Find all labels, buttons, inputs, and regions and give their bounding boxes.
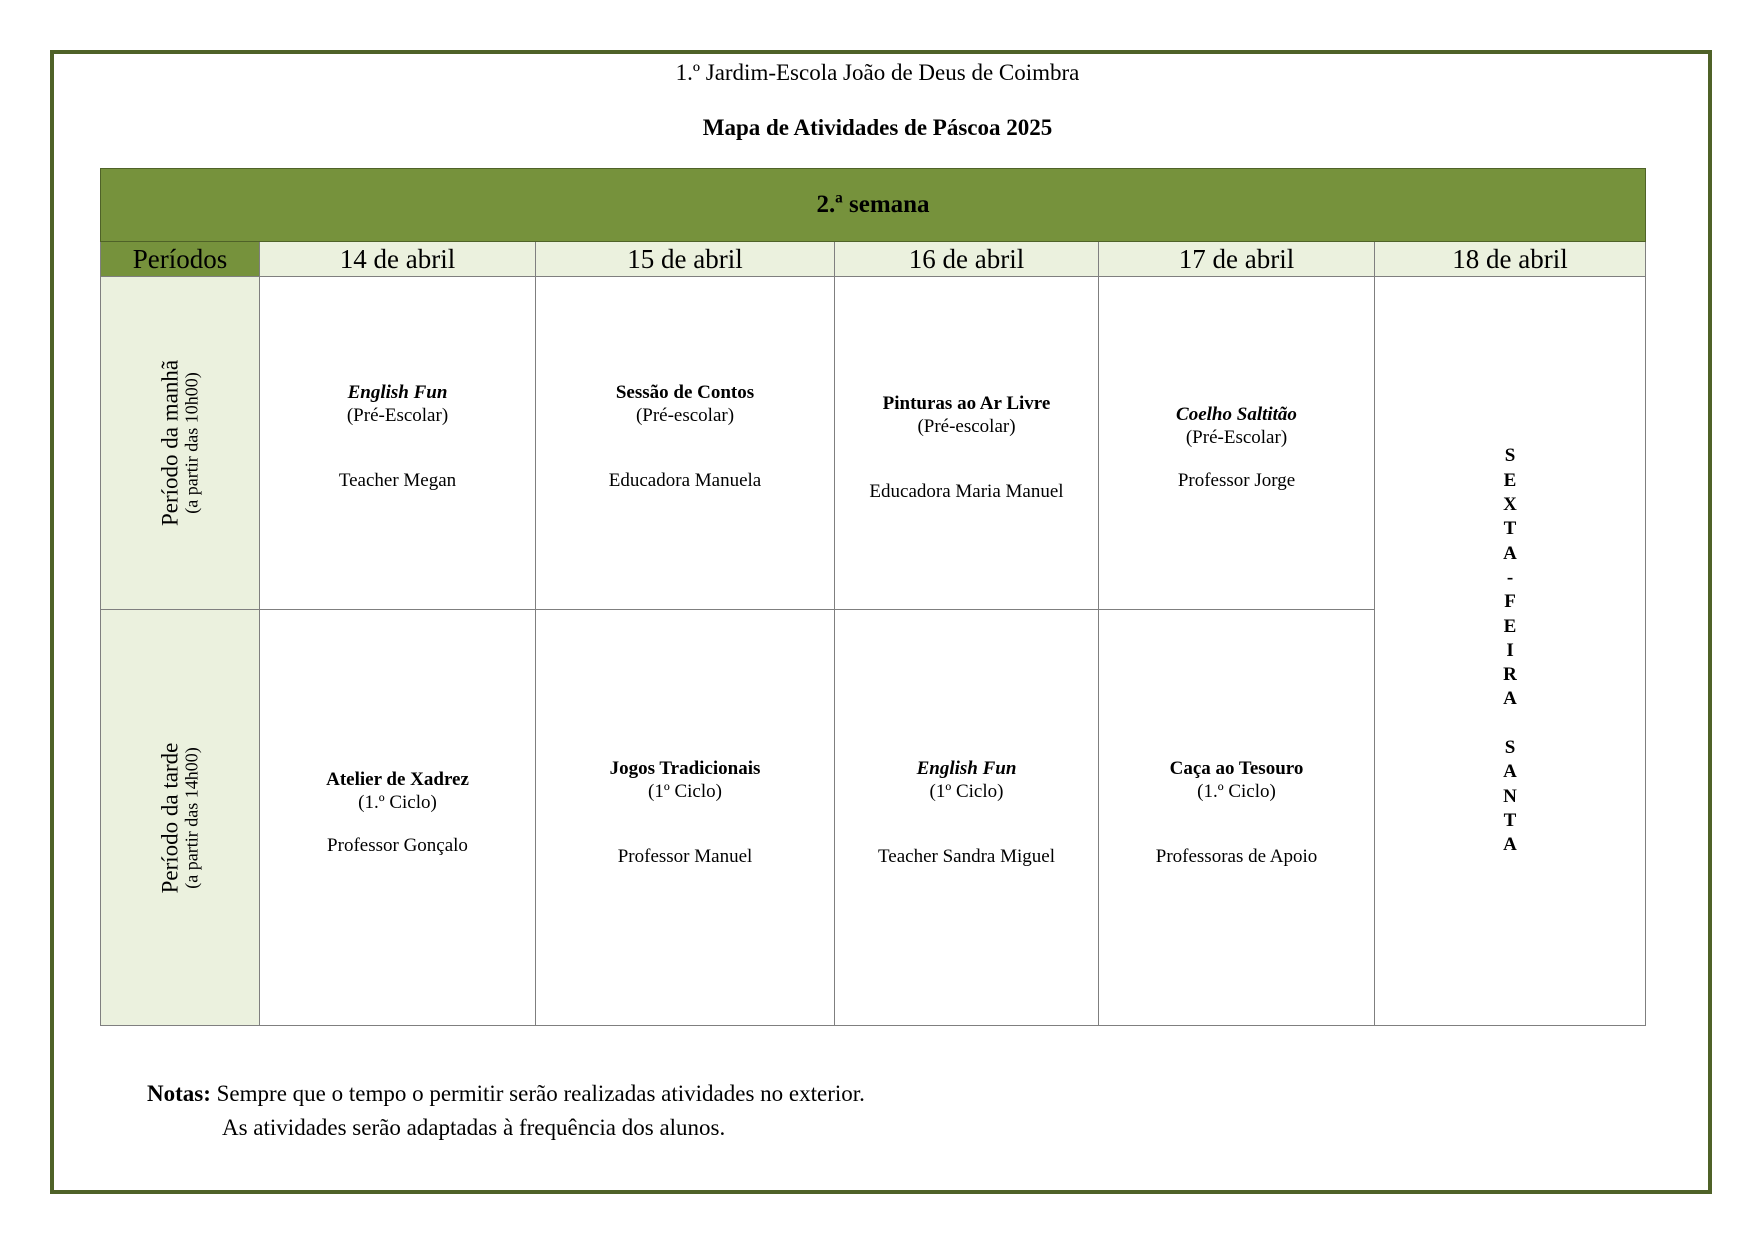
day-header-18: 18 de abril bbox=[1375, 242, 1646, 277]
activity-teacher: Professoras de Apoio bbox=[1155, 846, 1318, 867]
activity-teacher: Professor Manuel bbox=[617, 846, 753, 867]
activity-title: Sessão de Contos bbox=[615, 381, 755, 403]
holiday-letter: A bbox=[1503, 834, 1517, 856]
activity-level: (1.º Ciclo) bbox=[1197, 781, 1276, 802]
activity-level: (1º Ciclo) bbox=[648, 781, 722, 802]
activity-level: (1.º Ciclo) bbox=[358, 792, 437, 813]
holiday-letter: S bbox=[1504, 445, 1516, 467]
activity-title: Jogos Tradicionais bbox=[609, 758, 761, 779]
activity-teacher: Educadora Manuela bbox=[608, 469, 762, 491]
holiday-letter: N bbox=[1503, 785, 1517, 807]
holiday-vertical-text bbox=[1503, 444, 1517, 857]
morning-period-time: (a partir das 10h00) bbox=[181, 372, 202, 514]
afternoon-period-time: (a partir das 14h00) bbox=[181, 746, 202, 889]
day-header-16: 16 de abril bbox=[835, 242, 1099, 277]
holiday-letter: A bbox=[1503, 688, 1517, 710]
activity-level: (Pré-escolar) bbox=[635, 404, 735, 426]
activity-level: (1º Ciclo) bbox=[929, 781, 1004, 802]
notes-line-2: As atividades serão adaptadas à frequência dos alunos. bbox=[222, 1115, 726, 1140]
activity-level: (Pré-escolar) bbox=[917, 415, 1016, 437]
activity-title: English Fun bbox=[347, 381, 448, 403]
activity-level: (Pré-Escolar) bbox=[346, 404, 449, 426]
activity-cell bbox=[536, 610, 835, 1026]
activity-cell bbox=[260, 610, 536, 1026]
holiday-letter: A bbox=[1503, 761, 1517, 783]
holiday-letter: T bbox=[1503, 809, 1517, 831]
activity-cell bbox=[1099, 277, 1375, 610]
activity-cell bbox=[835, 277, 1099, 610]
activity-teacher: Professor Jorge bbox=[1177, 469, 1296, 491]
activity-title: Atelier de Xadrez bbox=[326, 769, 469, 790]
school-name: 1.º Jardim-Escola João de Deus de Coimbra bbox=[675, 60, 1080, 85]
activity-cell bbox=[536, 277, 835, 610]
activity-cell bbox=[835, 610, 1099, 1026]
activity-title: Pinturas ao Ar Livre bbox=[882, 392, 1051, 414]
holiday-letter: E bbox=[1503, 615, 1517, 637]
activity-title: Caça ao Tesouro bbox=[1169, 758, 1304, 779]
week-header: 2.ª semana bbox=[101, 169, 1646, 242]
activity-cell bbox=[260, 277, 536, 610]
holiday-letter: I bbox=[1506, 639, 1514, 661]
morning-period-cell bbox=[101, 277, 260, 610]
activity-teacher: Teacher Megan bbox=[338, 469, 457, 491]
notes bbox=[147, 1077, 865, 1111]
activity-teacher: Teacher Sandra Miguel bbox=[878, 846, 1055, 867]
holiday-letter: X bbox=[1503, 494, 1517, 516]
holiday-letter: F bbox=[1504, 591, 1516, 613]
afternoon-period-cell bbox=[101, 610, 260, 1026]
activity-level: (Pré-Escolar) bbox=[1185, 426, 1288, 448]
afternoon-period-label: Período da tarde bbox=[157, 742, 183, 893]
day-header-14: 14 de abril bbox=[260, 242, 536, 277]
activity-cell bbox=[1099, 610, 1375, 1026]
notes-line-1: Sempre que o tempo o permitir serão realizadas atividades no exterior. bbox=[216, 1081, 865, 1106]
day-header-15: 15 de abril bbox=[536, 242, 835, 277]
holiday-letter: T bbox=[1503, 518, 1517, 540]
holiday-letter: S bbox=[1504, 737, 1516, 759]
holiday-letter: E bbox=[1503, 469, 1517, 491]
morning-period-label: Período da manhã bbox=[157, 359, 183, 527]
activity-teacher: Professor Gonçalo bbox=[327, 835, 468, 856]
day-header-17: 17 de abril bbox=[1099, 242, 1375, 277]
activities-table bbox=[100, 168, 1646, 1026]
holiday-letter: - bbox=[1506, 566, 1514, 588]
holiday-letter bbox=[1503, 712, 1517, 736]
periods-header: Períodos bbox=[101, 242, 260, 277]
notes-label: Notas: bbox=[147, 1081, 211, 1106]
activity-teacher: Educadora Maria Manuel bbox=[869, 480, 1064, 502]
activity-title: Coelho Saltitão bbox=[1176, 403, 1297, 425]
document-title: Mapa de Atividades de Páscoa 2025 bbox=[702, 115, 1053, 140]
good-friday-cell bbox=[1375, 277, 1646, 1026]
holiday-letter: A bbox=[1503, 542, 1517, 564]
holiday-letter: R bbox=[1503, 664, 1517, 686]
activity-title: English Fun bbox=[916, 758, 1017, 779]
